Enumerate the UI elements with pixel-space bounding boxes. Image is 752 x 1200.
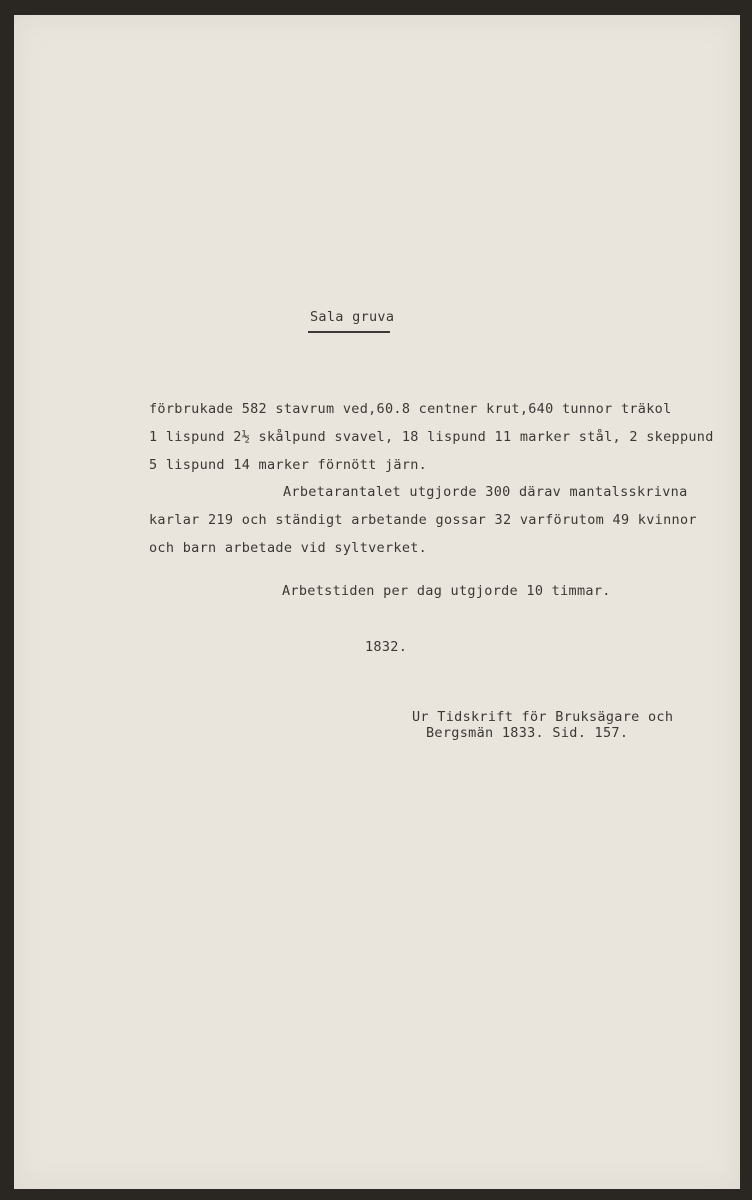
source-line-2: Bergsmän 1833. Sid. 157. [426,725,629,741]
body-line-7: Arbetstiden per dag utgjorde 10 timmar. [282,583,611,599]
paper-sheet [14,15,740,1189]
body-line-5: karlar 219 och ständigt arbetande gossar 32 varförutom 49 kvinnor [149,512,697,528]
body-line-6: och barn arbetade vid syltverket. [149,540,428,556]
body-line-4: Arbetarantalet utgjorde 300 därav mantalsskrivna [283,484,688,500]
source-line-1: Ur Tidskrift för Bruksägare och [412,709,674,725]
body-line-1: förbrukade 582 stavrum ved,60.8 centner krut,640 tunnor träkol [149,401,672,417]
document-year: 1832. [365,639,408,655]
body-line-3: 5 lispund 14 marker förnött järn. [149,457,428,473]
body-line-2: 1 lispund 2½ skålpund svavel, 18 lispund 11 marker stål, 2 skeppund [149,429,714,445]
document-title: Sala gruva [310,309,395,325]
title-underline [308,331,390,333]
